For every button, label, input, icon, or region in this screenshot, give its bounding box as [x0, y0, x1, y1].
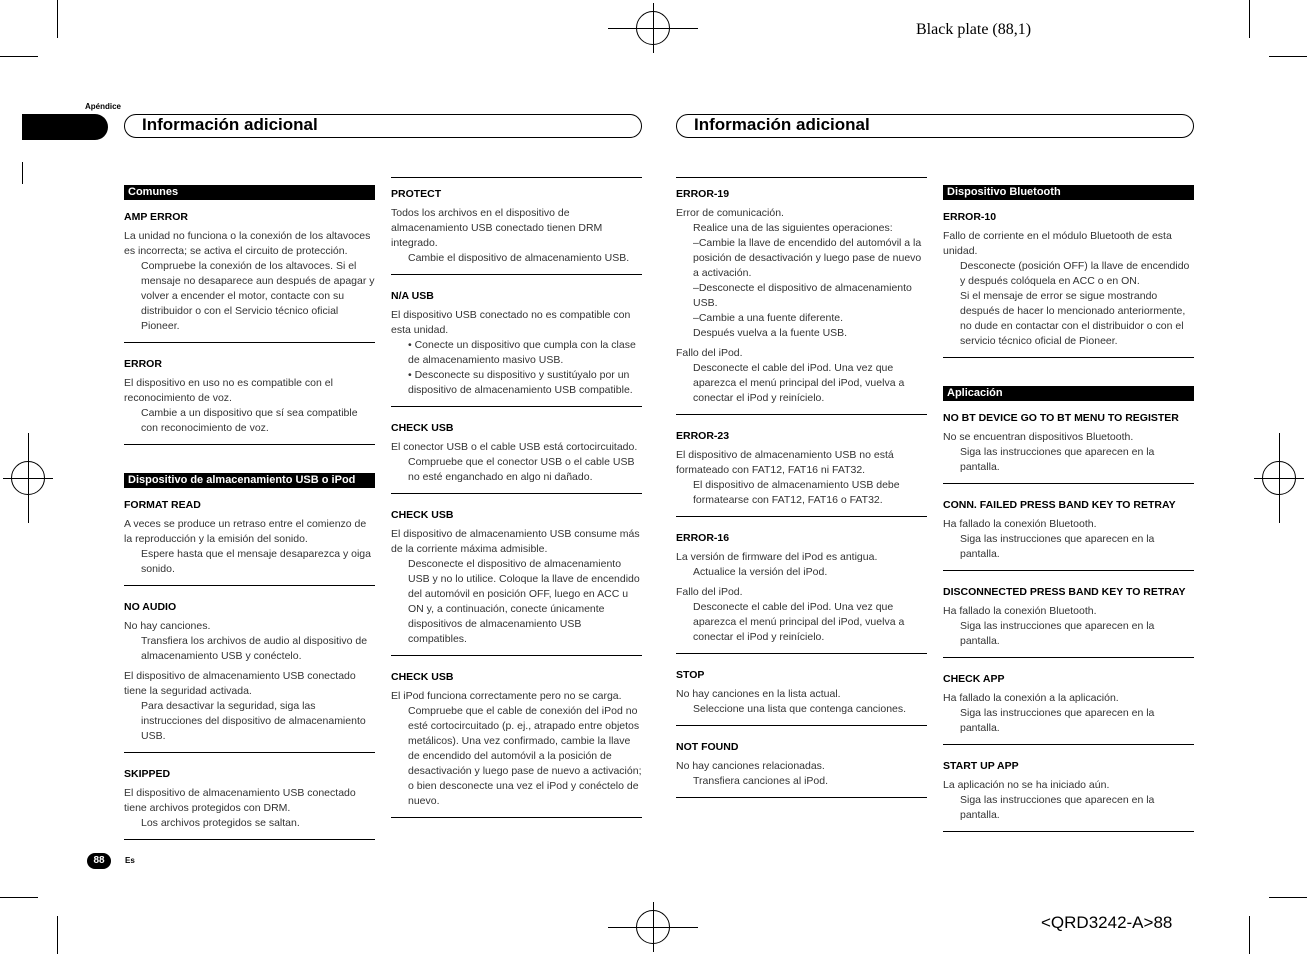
- entry-cause: La unidad no funciona o la conexión de los altavoces es incorrecta; se activa el circuito de protección.: [124, 230, 371, 257]
- header-left: Información adicional: [124, 114, 642, 138]
- entry-title: DISCONNECTED PRESS BAND KEY TO RETRAY: [943, 586, 1186, 598]
- entry-title: NOT FOUND: [676, 741, 739, 753]
- entry-action: Desconecte (posición OFF) la llave de encendido y después colóquela en ACC o en ON.: [960, 260, 1190, 287]
- plate-label: Black plate (88,1): [916, 21, 1032, 38]
- entry-title: ERROR-23: [676, 430, 730, 442]
- entry-action: Siga las instrucciones que aparecen en la pantalla.: [960, 794, 1155, 821]
- entry-title: PROTECT: [391, 188, 442, 200]
- entry-title: ERROR-10: [943, 211, 997, 223]
- entry-cause: Ha fallado la conexión Bluetooth.: [943, 605, 1097, 617]
- entry-cause: El dispositivo de almacenamiento USB conectado tiene archivos protegidos con DRM.: [124, 787, 356, 814]
- entry-cause: Ha fallado la conexión Bluetooth.: [943, 518, 1097, 530]
- entry-check-usb-1: [391, 421, 642, 494]
- entry-action: Realice una de las siguientes operaciones:: [693, 222, 893, 234]
- entry-title: STOP: [676, 669, 705, 681]
- entry-format-read: [124, 498, 375, 586]
- section-bar-bluetooth: Dispositivo Bluetooth: [943, 185, 1194, 200]
- entry-action: • Conecte un dispositivo que cumpla con la clase de almacenamiento masivo USB.: [408, 339, 636, 366]
- header-right: Información adicional: [676, 114, 1194, 138]
- document-code: <QRD3242-A>88: [1041, 913, 1173, 932]
- entry-not-found: [676, 740, 927, 798]
- entry-cause: Todos los archivos en el dispositivo de almacenamiento USB conectado tienen DRM integrado.: [391, 207, 603, 249]
- entry-title: N/A USB: [391, 290, 434, 302]
- entry-title: FORMAT READ: [124, 499, 201, 511]
- entry-title: CHECK USB: [391, 509, 454, 521]
- entry-error-10: [943, 210, 1194, 358]
- entry-start-up-app: [943, 759, 1194, 832]
- entry-action: –Desconecte el dispositivo de almacenamiento USB.: [693, 282, 912, 309]
- crop-mark: [57, 0, 58, 38]
- entry-cause: Fallo del iPod.: [676, 347, 743, 359]
- entry-action: Compruebe la conexión de los altavoces. Si el mensaje no desaparece aun después de apagar y volver a encender el motor, contacte con su distribuidor o con el Servicio técnico oficial Pioneer.: [141, 260, 375, 332]
- entry-action: Transfiera los archivos de audio al dispositivo de almacenamiento USB y conéctelo.: [141, 635, 368, 662]
- entry-cause: El iPod funciona correctamente pero no se carga.: [391, 690, 622, 702]
- entry-no-audio: [124, 600, 375, 753]
- entry-action: Siga las instrucciones que aparecen en la pantalla.: [960, 446, 1155, 473]
- entry-cause: A veces se produce un retraso entre el comienzo de la reproducción y la emisión del sonido.: [124, 518, 367, 545]
- language-code: Es: [125, 856, 135, 865]
- entry-action: Desconecte el cable del iPod. Una vez que aparezca el menú principal del iPod, vuelva a conectar el iPod y reinícielo.: [693, 601, 905, 643]
- section-bar-usb-ipod: Dispositivo de almacenamiento USB o iPod: [124, 473, 375, 488]
- crop-mark: [22, 162, 23, 184]
- entry-title: CONN. FAILED PRESS BAND KEY TO RETRAY: [943, 499, 1176, 511]
- entry-action: Actualice la versión del iPod.: [693, 566, 828, 578]
- crop-mark: [1249, 916, 1250, 954]
- entry-cause: El conector USB o el cable USB está cortocircuitado.: [391, 441, 638, 453]
- entry-action: Cambie el dispositivo de almacenamiento USB.: [408, 252, 630, 264]
- entry-action: Los archivos protegidos se saltan.: [141, 817, 300, 829]
- column-1: [124, 177, 375, 854]
- entry-title: CHECK USB: [391, 422, 454, 434]
- column-2: [391, 177, 642, 832]
- entry-error: [124, 357, 375, 445]
- entry-cause: Error de comunicación.: [676, 207, 784, 219]
- entry-error-16: [676, 531, 927, 654]
- page-number: 88: [87, 853, 111, 869]
- entry-title: CHECK USB: [391, 671, 454, 683]
- entry-action: Siga las instrucciones que aparecen en la pantalla.: [960, 533, 1155, 560]
- entry-action: Siga las instrucciones que aparecen en la pantalla.: [960, 620, 1155, 647]
- entry-action: Para desactivar la seguridad, siga las instrucciones del dispositivo de almacenamiento USB.: [141, 700, 366, 742]
- entry-action: Compruebe que el cable de conexión del iPod no esté cortocircuitado (p. ej., atrapado entre objetos metálicos). Una vez confirmado, cambie la llave de encendido del automóvil a la posición de desactivación y luego pase de nuevo a activación; o bien desconecte una vez el iPod y conéctelo de nuevo.: [408, 705, 642, 807]
- entry-action: Desconecte el dispositivo de almacenamiento USB y no lo utilice. Coloque la llave de encendido del automóvil en posición OFF, luego en ACC u ON y, a continuación, conecte únicamente dispositivos de almacenamiento USB compatibles.: [408, 558, 640, 645]
- entry-action: El dispositivo de almacenamiento USB debe formatearse con FAT12, FAT16 o FAT32.: [693, 479, 900, 506]
- entry-action: Seleccione una lista que contenga canciones.: [693, 703, 907, 715]
- entry-error-19: [676, 177, 927, 415]
- entry-check-usb-3: [391, 670, 642, 818]
- entry-title: NO BT DEVICE GO TO BT MENU TO REGISTER: [943, 412, 1179, 424]
- entry-title: START UP APP: [943, 760, 1019, 772]
- entry-action: Desconecte el cable del iPod. Una vez que aparezca el menú principal del iPod, vuelva a conectar el iPod y reinícielo.: [693, 362, 905, 404]
- section-label: Apéndice: [85, 102, 122, 111]
- entry-action: Después vuelva a la fuente USB.: [693, 327, 848, 339]
- entry-cause: El dispositivo en uso no es compatible con el reconocimiento de voz.: [124, 377, 333, 404]
- entry-title: AMP ERROR: [124, 211, 188, 223]
- entry-action: Espere hasta que el mensaje desaparezca y oiga sonido.: [141, 548, 371, 575]
- entry-cause: Fallo del iPod.: [676, 586, 743, 598]
- crop-mark: [1269, 897, 1307, 898]
- entry-action: Siga las instrucciones que aparecen en la pantalla.: [960, 707, 1155, 734]
- section-tab: [22, 114, 108, 140]
- crop-mark: [0, 897, 38, 898]
- entry-cause: La aplicación no se ha iniciado aún.: [943, 779, 1110, 791]
- entry-disconnected: [943, 585, 1194, 658]
- entry-cause: Ha fallado la conexión a la aplicación.: [943, 692, 1119, 704]
- entry-cause: No hay canciones en la lista actual.: [676, 688, 841, 700]
- entry-cause: La versión de firmware del iPod es antigua.: [676, 551, 878, 563]
- entry-title: CHECK APP: [943, 673, 1005, 685]
- entry-title: ERROR: [124, 358, 162, 370]
- section-bar-comunes: Comunes: [124, 185, 375, 200]
- entry-stop: [676, 668, 927, 726]
- entry-cause: Fallo de corriente en el módulo Bluetooth de esta unidad.: [943, 230, 1172, 257]
- crop-mark: [1269, 56, 1307, 57]
- entry-cause: No hay canciones.: [124, 620, 211, 632]
- entry-amp-error: [124, 210, 375, 343]
- entry-title: ERROR-16: [676, 532, 730, 544]
- entry-action: • Desconecte su dispositivo y sustitúyalo por un dispositivo de almacenamiento USB compatible.: [408, 369, 633, 396]
- entry-check-app: [943, 672, 1194, 745]
- entry-action: Transfiera canciones al iPod.: [693, 775, 829, 787]
- entry-action: Si el mensaje de error se sigue mostrando después de hacer lo mencionado anteriormente, no dude en contactar con el distribuidor o con el servicio técnico oficial de Pioneer.: [960, 290, 1186, 347]
- crop-mark: [0, 56, 38, 57]
- entry-title: ERROR-19: [676, 188, 730, 200]
- crop-mark: [57, 916, 58, 954]
- entry-conn-failed: [943, 498, 1194, 571]
- entry-title: NO AUDIO: [124, 601, 177, 613]
- entry-action: Compruebe que el conector USB o el cable USB no esté enganchado en algo ni dañado.: [408, 456, 635, 483]
- section-bar-aplicacion: Aplicación: [943, 386, 1194, 401]
- entry-cause: No hay canciones relacionadas.: [676, 760, 825, 772]
- entry-action: Cambie a un dispositivo que sí sea compatible con reconocimiento de voz.: [141, 407, 358, 434]
- column-3: [676, 177, 927, 812]
- entry-action: –Cambie a una fuente diferente.: [693, 312, 844, 324]
- crop-mark: [1249, 0, 1250, 38]
- entry-cause: El dispositivo de almacenamiento USB no está formateado con FAT12, FAT16 ni FAT32.: [676, 449, 894, 476]
- entry-skipped: [124, 767, 375, 840]
- entry-protect: [391, 177, 642, 275]
- entry-cause: No se encuentran dispositivos Bluetooth.: [943, 431, 1134, 443]
- entry-cause: El dispositivo de almacenamiento USB conectado tiene la seguridad activada.: [124, 670, 356, 697]
- entry-action: –Cambie la llave de encendido del automóvil a la posición de desactivación y luego pase de nuevo a activación.: [693, 237, 922, 279]
- column-4: [943, 177, 1194, 846]
- entry-cause: El dispositivo USB conectado no es compatible con esta unidad.: [391, 309, 631, 336]
- entry-error-23: [676, 429, 927, 517]
- entry-title: SKIPPED: [124, 768, 171, 780]
- entry-na-usb: [391, 289, 642, 407]
- entry-cause: El dispositivo de almacenamiento USB consume más de la corriente máxima admisible.: [391, 528, 640, 555]
- entry-check-usb-2: [391, 508, 642, 656]
- entry-no-bt-device: [943, 411, 1194, 484]
